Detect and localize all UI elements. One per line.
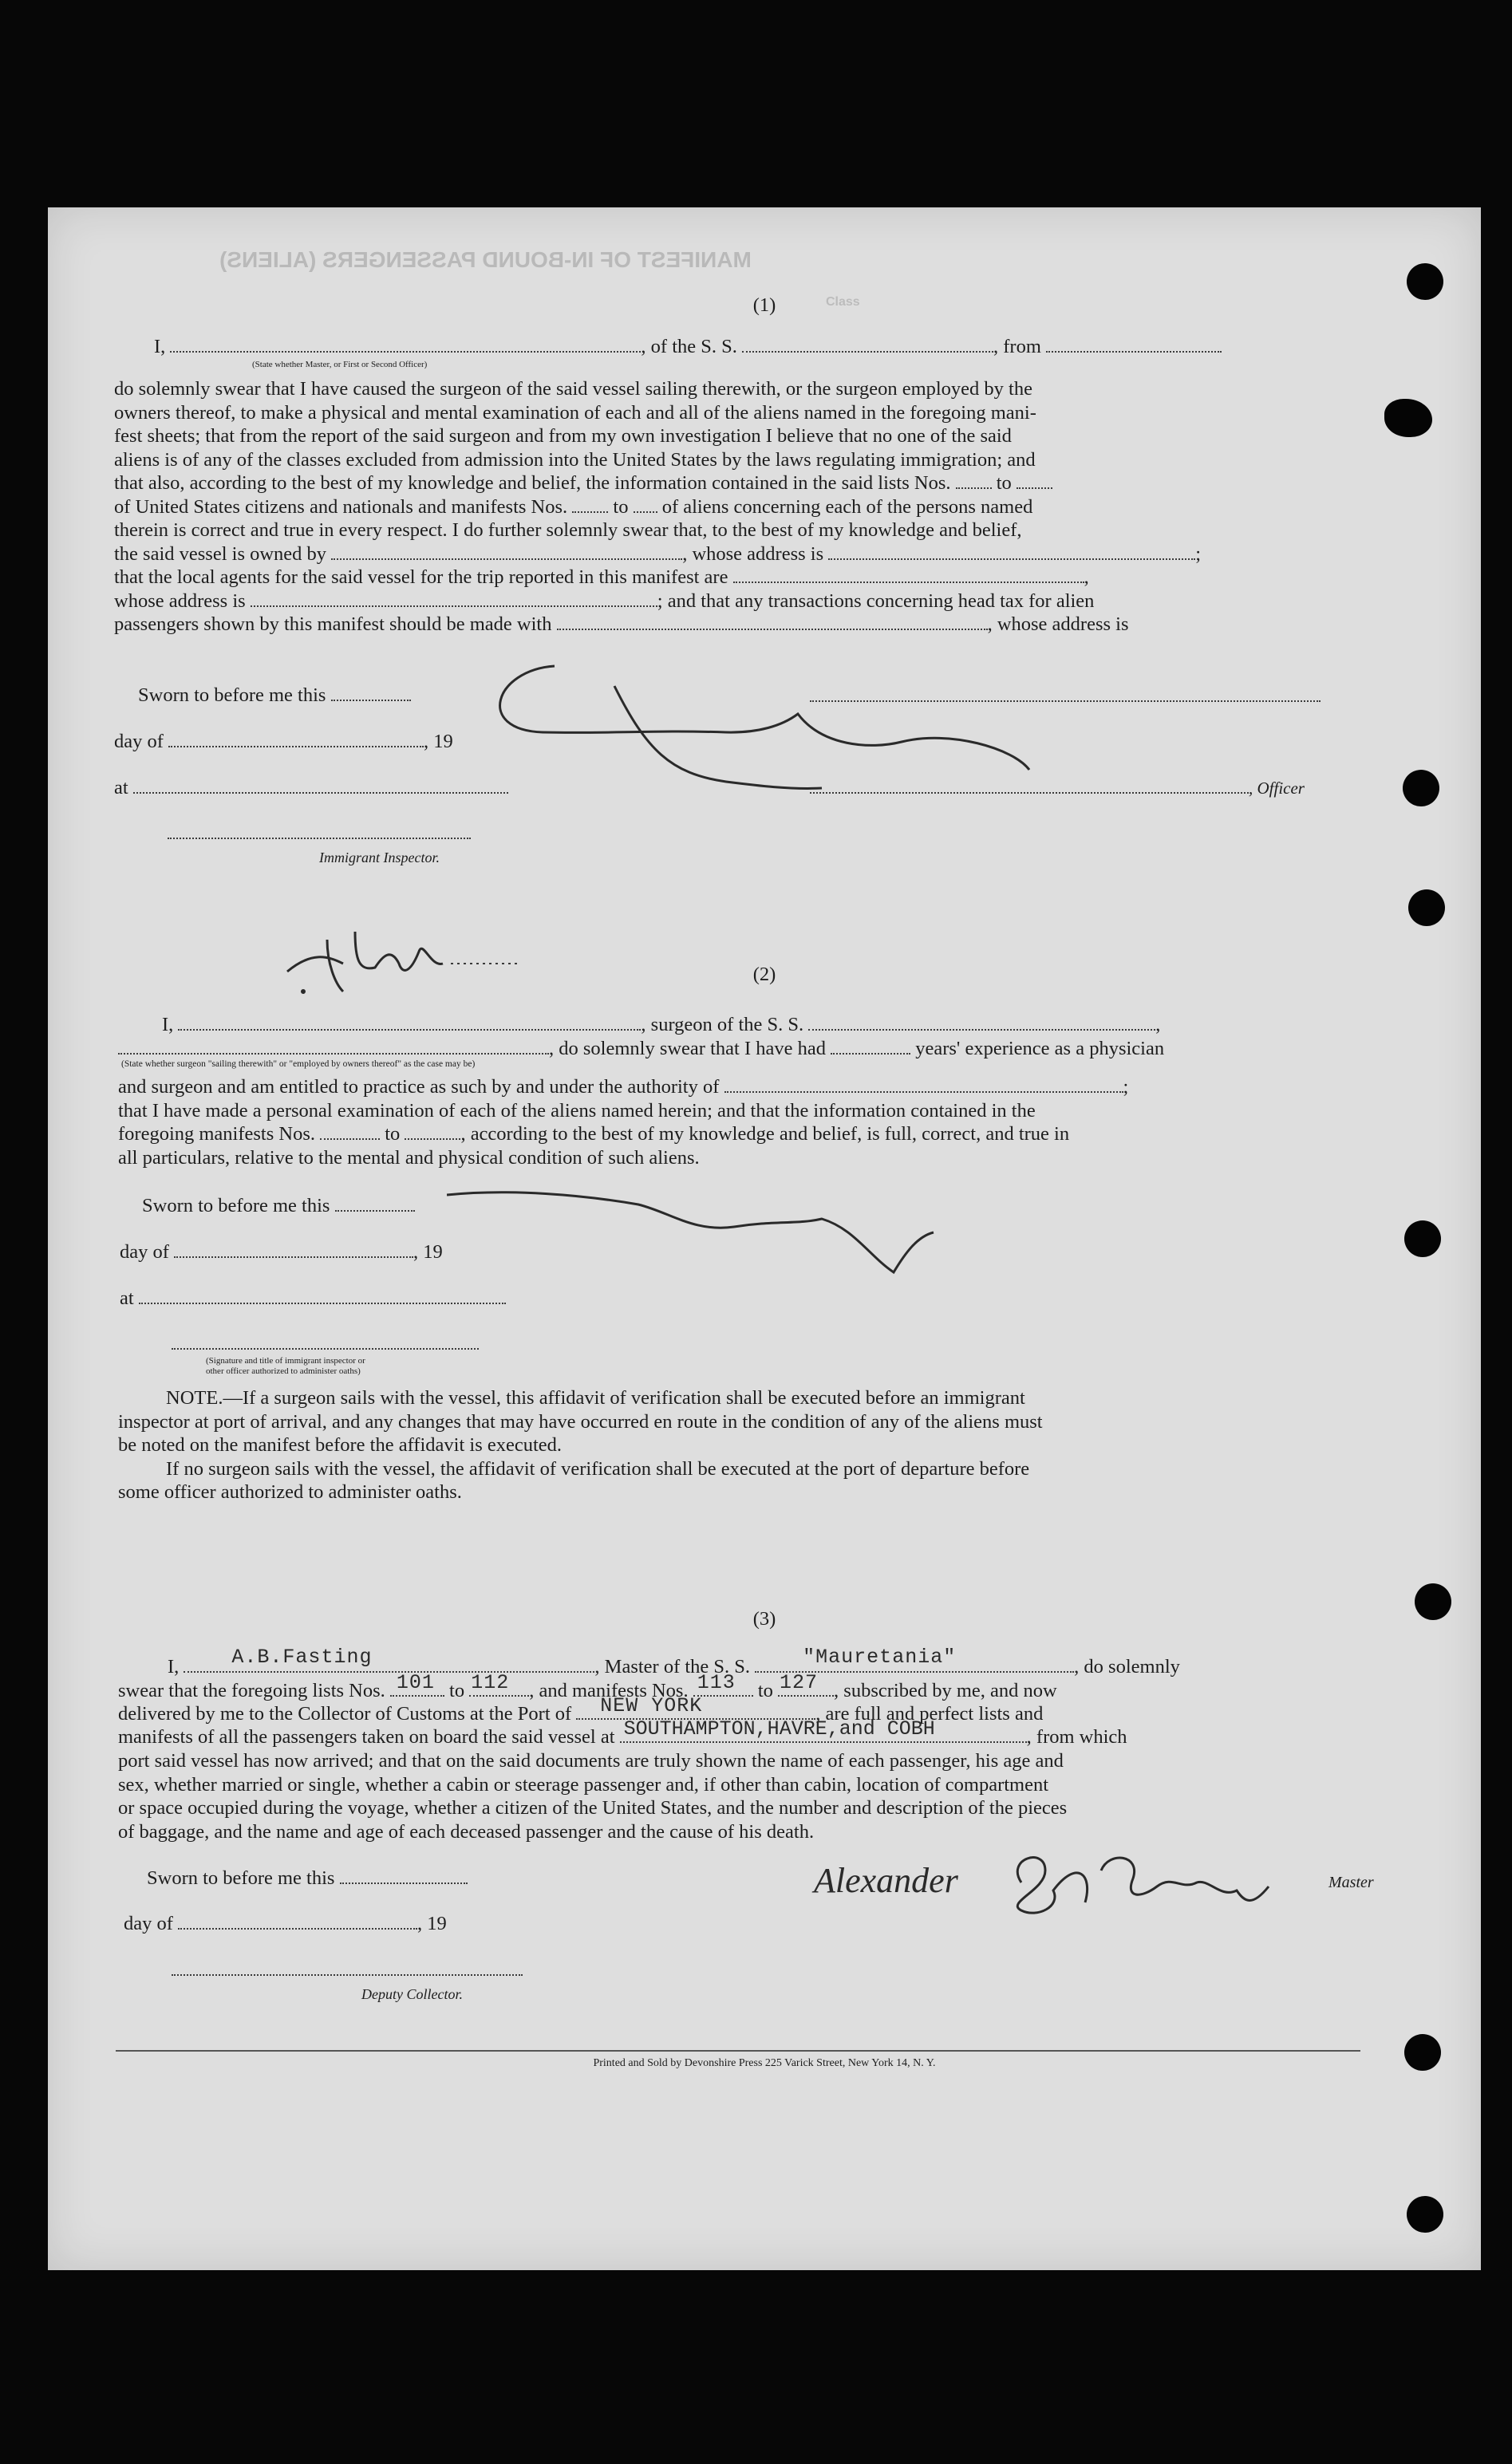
lists-to: 112 <box>471 1671 510 1694</box>
section-1-number: (1) <box>752 294 776 316</box>
master-signature <box>806 1843 1332 1938</box>
section-2-line-1: I, , surgeon of the S. S. , <box>162 1014 1161 1035</box>
deputy-collector-label: Deputy Collector. <box>361 1986 463 2002</box>
section-3-sworn: Sworn to before me this <box>147 1867 468 1890</box>
bleed-through-header: MANIFEST OF IN-BOUND PASSENGERS (ALIENS) <box>219 247 752 272</box>
binder-hole <box>1407 263 1443 300</box>
section-1-sworn: Sworn to before me this <box>138 684 411 708</box>
binder-hole <box>1415 1583 1451 1620</box>
section-3-line-3: delivered by me to the Collector of Customs at the Port of NEW YORK , are full and perfect lists and <box>118 1694 1044 1725</box>
section-2-note: (State whether surgeon "sailing therewith" or "employed by owners thereof" as the case may be) <box>121 1059 476 1069</box>
section-2-body: and surgeon and am entitled to practice as such by and under the authority of ; that I have made a personal examination of each of the aliens named herein; and that the information contained in the foregoing manifests Nos. to , according to the best of my knowledge and belief, is full, correct, and true in all particulars, relative to the mental and physical condition of such aliens. <box>118 1076 1129 1169</box>
section-1-inspector-label: Immigrant Inspector. <box>319 850 440 865</box>
section-2-day-of: day of , 19 <box>120 1241 443 1263</box>
signature-scribble-1 <box>311 654 1077 909</box>
section-2-note-paragraph: NOTE.—If a surgeon sails with the vessel, this affidavit of verification shall be executed before an immigrant inspector at port of arrival, and any changes that may have occurred en route in the condition of any of the aliens must be noted on the manifest before the affidavit is executed. If no surgeon sails with the vessel, the affidavit of verification shall be executed at the port of departure before some officer authorized to administer oaths. <box>118 1387 1043 1503</box>
section-3-body: port said vessel has now arrived; and that on the said documents are truly shown the name of each passenger, his age and sex, whether married or single, whether a cabin or steerage passenger and, if other than cabin, location of compartment or space occupied during the voyage, whether a citizen of the United States, and the number and description of the pieces of baggage, and the name and age of each deceased passenger and the cause of his death. <box>118 1750 1068 1843</box>
svg-text:Alexander: Alexander <box>814 1861 958 1900</box>
section-2-number: (2) <box>752 964 776 985</box>
manifests-from: 113 <box>697 1671 736 1694</box>
section-1-line-1: I, , of the S. S. , from <box>154 335 1222 359</box>
section-3-day-of: day of , 19 <box>124 1913 447 1934</box>
section-3-line-4: manifests of all the passengers taken on board the said vessel at SOUTHAMPTON,HAVRE,and COBH , from which <box>118 1717 1127 1748</box>
section-2-sworn: Sworn to before me this <box>142 1194 415 1218</box>
port-of-arrival: NEW YORK <box>600 1694 703 1717</box>
manifest-page <box>48 207 1481 2270</box>
binder-hole <box>1404 1220 1441 1257</box>
vessel-name: "Mauretania" <box>803 1646 957 1669</box>
section-3-line-2: swear that the foregoing lists Nos. 101 to 112 , and manifests Nos. 113 to 127 , subscribed by me, and now <box>118 1671 1057 1701</box>
section-3-deputy-line <box>172 1958 523 1982</box>
section-3-line-1: I, A.B.Fasting , Master of the S. S. "Mauretania" , do solemnly <box>168 1646 1180 1677</box>
section-1-day-of: day of , 19 <box>114 731 453 752</box>
section-2-sig-note-2: other officer authorized to administer oaths) <box>206 1366 361 1376</box>
section-2-sig-note-1: (Signature and title of immigrant inspector or <box>206 1356 365 1366</box>
section-1-body: do solemnly swear that I have caused the surgeon of the said vessel sailing therewith, or the surgeon employed by the owners thereof, to make a physical and mental examination of each and all of the aliens named in the foregoing mani- fest sheets; that from the report of the said surgeon and from my own investigation I believe that no one of the said aliens is of any of the classes excluded from admission into the United States by the laws regulating immigration; and that also, according to the best of my knowledge and belief, the information contained in the said lists Nos. to of United States citizens and nationals and manifests Nos. to of aliens concerning each of the persons named therein is correct and true in every respect. I do further solemnly swear that, to the best of my knowledge and belief, the said vessel is owned by , whose address is ; that the local agents for the said vessel for the trip reported in this manifest are , whose address is ; and that any transactions concerning head tax for alien passengers shown by this manifest should be made with , whose address is <box>114 378 1202 635</box>
signature-scribble-2 <box>447 1181 942 1276</box>
binder-hole <box>1407 2196 1443 2233</box>
section-2-sig-line <box>172 1332 479 1356</box>
manifests-to: 127 <box>780 1671 819 1694</box>
master-label: Master <box>1328 1874 1374 1891</box>
master-name: A.B.Fasting <box>231 1646 373 1669</box>
binder-hole <box>1404 2034 1441 2071</box>
section-1-note: (State whether Master, or First or Second Officer) <box>252 360 428 369</box>
section-1-officer-line: , Officer <box>810 776 1305 800</box>
initials-scribble <box>279 916 519 1003</box>
section-1-at: at <box>114 776 508 800</box>
section-2-at: at <box>120 1287 506 1311</box>
binder-hole <box>1403 770 1439 806</box>
footer-rule <box>116 2050 1360 2052</box>
ports-of-departure: SOUTHAMPTON,HAVRE,and COBH <box>623 1717 935 1741</box>
binder-hole <box>1408 889 1445 926</box>
printer-credit: Printed and Sold by Devonshire Press 225 Varick Street, New York 14, N. Y. <box>593 2057 936 2069</box>
bleed-through-mark: Class <box>826 295 860 309</box>
section-3-number: (3) <box>752 1608 776 1630</box>
lists-from: 101 <box>396 1671 435 1694</box>
section-2-line-2: , do solemnly swear that I have had years' experience as a physician <box>118 1037 1164 1061</box>
